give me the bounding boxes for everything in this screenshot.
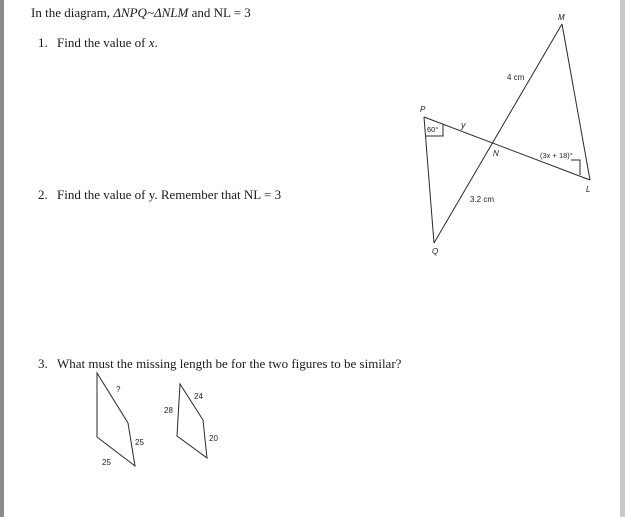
angle-label-P: 60°	[427, 125, 439, 134]
vertex-label-P: P	[420, 105, 426, 114]
vertex-label-N: N	[493, 149, 499, 158]
segment-MQ	[434, 24, 562, 243]
side-label-NQ: 3.2 cm	[470, 195, 495, 204]
segment-PL	[424, 117, 590, 180]
vertex-label-Q: Q	[432, 247, 439, 256]
variable-x: x	[148, 35, 155, 50]
question-number: 3.	[38, 356, 48, 371]
side-label-MN: 4 cm	[507, 73, 525, 82]
figure2-label-left: 28	[164, 406, 173, 415]
question-3: 3. What must the missing length be for the two figures to be similar?	[38, 356, 402, 371]
side-label-PN: y	[461, 120, 466, 130]
figure1-label-bottom: 25	[102, 458, 111, 467]
figure1-label-right: 25	[135, 438, 144, 447]
intro-statement: In the diagram, ΔNPQ~ΔNLM and NL = 3	[31, 5, 251, 20]
question-1: 1. Find the value of x.	[38, 35, 158, 50]
vertex-label-M: M	[558, 13, 565, 22]
figure2-label-top: 24	[194, 392, 203, 401]
figure1-label-top: ?	[116, 385, 121, 394]
angle-L-box	[571, 160, 580, 175]
question-2: 2. Find the value of y. Remember that NL = 3	[38, 187, 282, 202]
angle-label-L: (3x + 18)°	[540, 151, 573, 160]
figure2-label-right: 20	[209, 434, 218, 443]
vertex-label-L: L	[586, 185, 591, 194]
similarity-statement: ΔNPQ~ΔNLM	[113, 5, 189, 20]
question-number: 2.	[38, 187, 48, 202]
question-number: 1.	[38, 35, 48, 50]
similar-triangles-diagram	[424, 24, 590, 243]
